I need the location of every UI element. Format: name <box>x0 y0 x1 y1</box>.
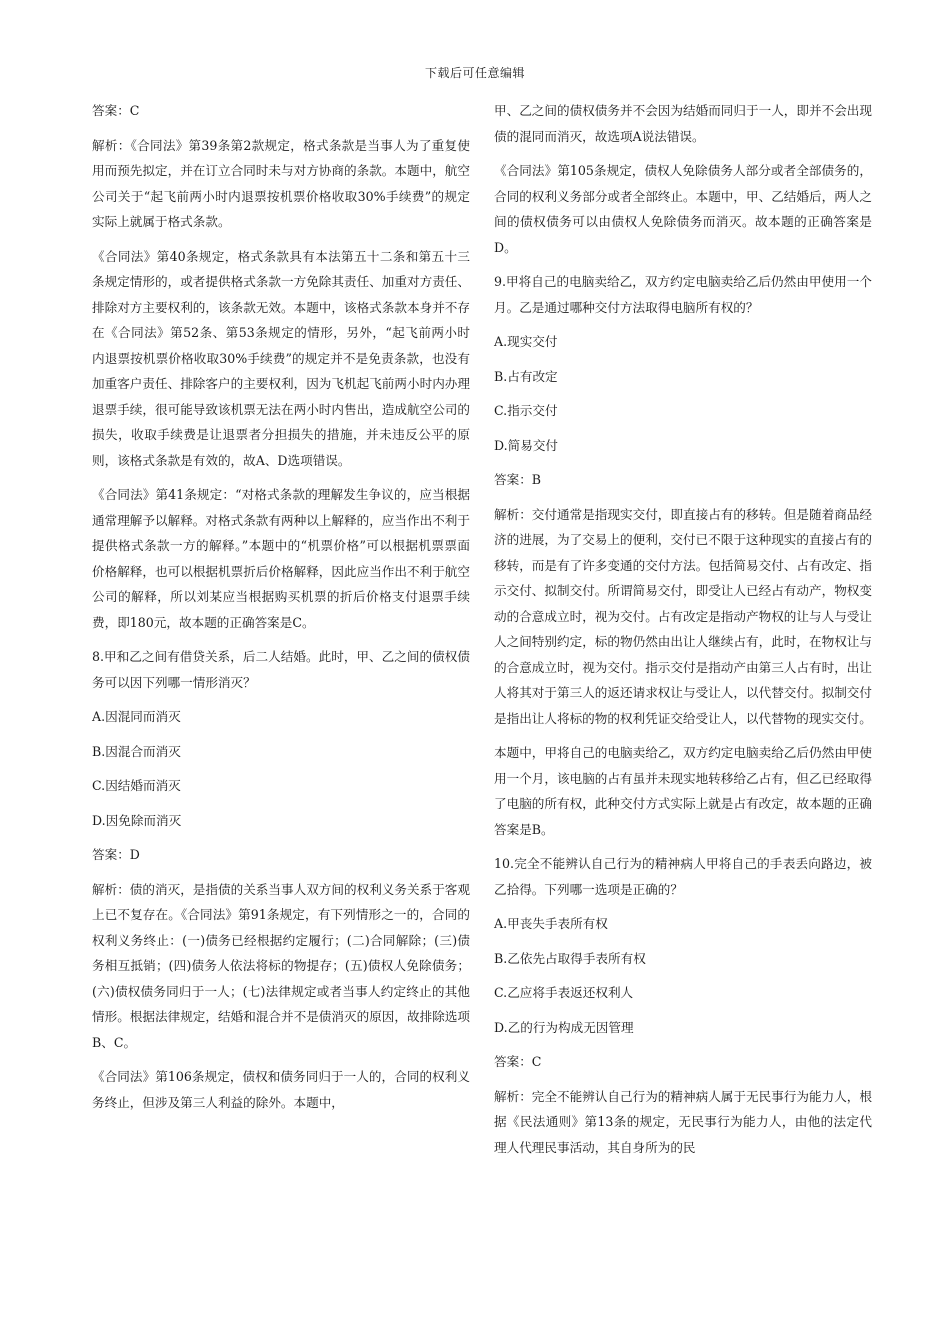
question-8-option-d: D.因免除而消灭 <box>92 812 182 828</box>
analysis-9-part2: 本题中，甲将自己的电脑卖给乙，双方约定电脑卖给乙后仍然由甲使用一个月，该电脑的占有虽并未现实地转移给乙占有，但乙已经取得了电脑的所有权，此种交付方式实际上就是占有改定，故本题的正确答案是B。 <box>494 745 872 837</box>
question-9: 9.甲将自己的电脑卖给乙，双方约定电脑卖给乙后仍然由甲使用一个月。乙是通过哪种交付方法取得电脑所有权的？ <box>494 274 872 315</box>
right-column <box>494 98 872 1169</box>
analysis-7-part3: 《合同法》第41条规定：“对格式条款的理解发生争议的，应当根据通常理解予以解释。对格式条款有两种以上解释的，应当作出不利于提供格式条款一方的解释。”本题中的“机票价格”可以根据机票票面价格解释，也可以根据机票折后价格解释，因此应当作出不利于航空公司的解释，所以刘某应当根据购买机票的折后价格支付退票手续费，即180元，故本题的正确答案是C。 <box>92 487 470 630</box>
question-8-option-c: C.因结婚而消灭 <box>92 778 181 793</box>
answer-10: 答案：C <box>494 1054 542 1069</box>
analysis-8-part4: 《合同法》第105条规定，债权人免除债务人部分或者全部债务的，合同的权利义务部分或者全部终止。本题中，甲、乙结婚后，两人之间的债权债务可以由债权人免除债务而消灭。故本题的正确答案是D。 <box>494 163 872 255</box>
analysis-8-part1: 解析：债的消灭，是指债的关系当事人双方间的权利义务关系于客观上已不复存在。《合同法》第91条规定，有下列情形之一的，合同的权利义务终止：(一)债务已经根据约定履行；(二)合同解除；(三)债务相互抵销；(四)债务人依法将标的物提存；(五)债权人免除债务；(六)债权债务同归于一人；(七)法律规定或者当事人约定终止的其他情形。根据法律规定，结婚和混合并不是债消灭的原因，故排除选项B、C。 <box>92 881 470 1050</box>
question-8-option-b: B.因混合而消灭 <box>92 743 181 759</box>
question-9-option-b: B.占有改定 <box>494 368 558 384</box>
analysis-7-part1: 解析：《合同法》第39条第2款规定，格式条款是当事人为了重复使用而预先拟定，并在订立合同时未与对方协商的条款。本题中，航空公司关于“起飞前两小时内退票按机票价格收取30%手续费”的规定实际上就属于格式条款。 <box>92 137 470 229</box>
analysis-7-part2: 《合同法》第40条规定，格式条款具有本法第五十二条和第五十三条规定情形的，或者提供格式条款一方免除其责任、加重对方责任、排除对方主要权利的，该条款无效。本题中，该格式条款本身并不存在《合同法》第52条、第53条规定的情形，另外，“起飞前两小时内退票按机票价格收取30%手续费”的规定并不是免责条款，也没有加重客户责任、排除客户的主要权利，因为飞机起飞前两小时内办理退票手续，很可能导致该机票无法在两小时内售出，造成航空公司的损失，收取手续费是让退票者分担损失的措施，并未违反公平的原则，该格式条款是有效的，故A、D选项错误。 <box>92 248 470 468</box>
analysis-9-part1: 解析：交付通常是指现实交付，即直接占有的移转。但是随着商品经济的进展，为了交易上的便利，交付已不限于这种现实的直接占有的移转，而是有了许多变通的交付方法。包括简易交付、占有改定、指示交付、拟制交付。所谓简易交付，即受让人已经占有动产，物权变动的合意成立时，视为交付。占有改定是指动产物权的让与人与受让人之间特别约定，标的物仍然由出让人继续占有，此时，在物权让与的合意成立时，视为交付。指示交付是指动产由第三人占有时，出让人将其对于第三人的返还请求权让与受让人，以代替交付。拟制交付是指出让人将标的物的权利凭证交给受让人，以代替物的现实交付。 <box>494 506 872 726</box>
question-10: 10.完全不能辨认自己行为的精神病人甲将自己的手表丢向路边，被乙拾得。下列哪一选项是正确的？ <box>494 856 872 897</box>
question-9-option-a: A.现实交付 <box>494 334 558 349</box>
question-10-option-d: D.乙的行为构成无因管理 <box>494 1019 634 1035</box>
left-column <box>92 98 470 1124</box>
analysis-10-part1: 解析：完全不能辨认自己行为的精神病人属于无民事行为能力人，根据《民法通则》第13条的规定，无民事行为能力人，由他的法定代理人代理民事活动，其自身所为的民 <box>494 1088 872 1155</box>
answer-9: 答案：B <box>494 472 542 487</box>
answer-8: 答案：D <box>92 847 140 862</box>
analysis-8-part3: 甲、乙之间的债权债务并不会因为结婚而同归于一人，即并不会出现债的混同而消灭，故选项A说法错误。 <box>494 103 872 144</box>
question-9-option-c: C.指示交付 <box>494 403 558 418</box>
question-9-option-d: D.简易交付 <box>494 437 559 453</box>
question-10-option-a: A.甲丧失手表所有权 <box>494 916 608 931</box>
analysis-8-part2: 《合同法》第106条规定，债权和债务同归于一人的，合同的权利义务终止，但涉及第三人利益的除外。本题中， <box>92 1069 470 1110</box>
answer-7: 答案：C <box>92 103 140 118</box>
page-header: 下载后可任意编辑 <box>424 66 525 80</box>
question-10-option-c: C.乙应将手表返还权利人 <box>494 985 634 1000</box>
question-8-option-a: A.因混同而消灭 <box>92 709 181 724</box>
question-8: 8.甲和乙之间有借贷关系，后二人结婚。此时，甲、乙之间的债权债务可以因下列哪一情形消灭？ <box>92 649 470 690</box>
question-10-option-b: B.乙依先占取得手表所有权 <box>494 950 646 966</box>
